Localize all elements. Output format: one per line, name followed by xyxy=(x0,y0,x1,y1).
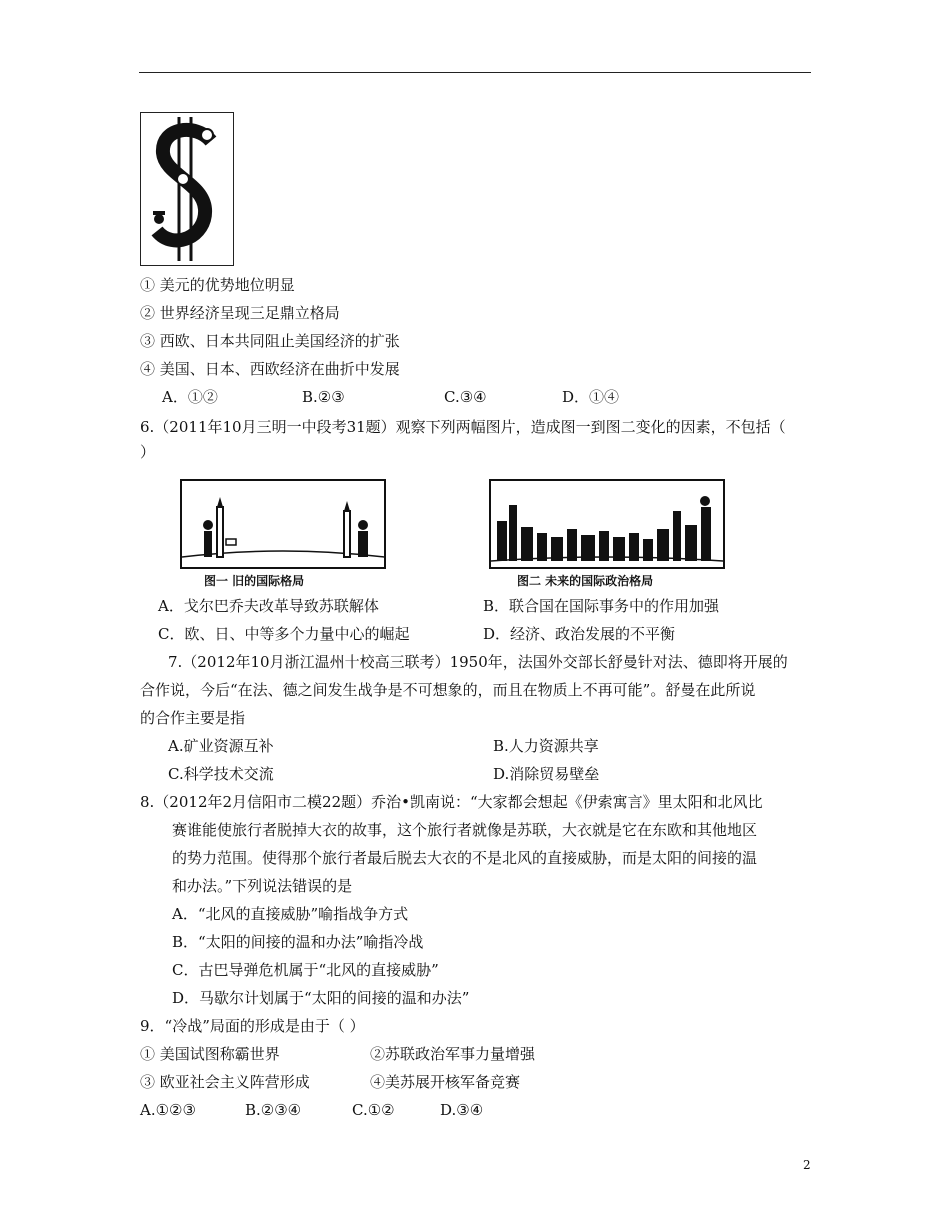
q8-option-b: B．“太阳的间接的温和办法”喻指冷战 xyxy=(172,933,424,951)
q9-option-c: C.①② xyxy=(352,1101,395,1119)
q5-option-c: C.③④ xyxy=(444,388,487,406)
q8-option-c: C．古巴导弹危机属于“北风的直接威胁” xyxy=(172,961,439,979)
q8-stem-line3: 的势力范围。使得那个旅行者最后脱去大衣的不是北风的直接威胁，而是太阳的间接的温 xyxy=(172,849,758,867)
q6-stem-line1: 6.（2011年10月三明一中段考31题）观察下列两幅图片，造成图一到图二变化的因素，不包括（ xyxy=(140,418,786,436)
figure-2-image xyxy=(489,479,725,569)
q6-option-d: D．经济、政治发展的不平衡 xyxy=(483,625,676,643)
q5-option-d: D．①④ xyxy=(562,388,620,406)
q5-option-b: B.②③ xyxy=(302,388,345,406)
q7-option-a: A.矿业资源互补 xyxy=(168,737,274,755)
q6-option-a: A．戈尔巴乔夫改革导致苏联解体 xyxy=(158,597,379,615)
q6-option-b: B．联合国在国际事务中的作用加强 xyxy=(483,597,720,615)
q9-option-a: A.①②③ xyxy=(140,1101,196,1119)
q9-stem: 9．“冷战”局面的形成是由于（ ） xyxy=(140,1017,365,1035)
q7-option-d: D.消除贸易壁垒 xyxy=(493,765,600,783)
q7-option-c: C.科学技术交流 xyxy=(168,765,274,783)
q5-statement-1: ① 美元的优势地位明显 xyxy=(140,276,295,294)
q7-stem-line3: 的合作主要是指 xyxy=(140,709,246,727)
q7-option-b: B.人力资源共享 xyxy=(493,737,599,755)
q9-statement-3: ③ 欧亚社会主义阵营形成 xyxy=(140,1073,310,1091)
q5-statement-4: ④ 美国、日本、西欧经济在曲折中发展 xyxy=(140,360,400,378)
q6-option-c: C．欧、日、中等多个力量中心的崛起 xyxy=(158,625,410,643)
dollar-cartoon-image xyxy=(140,112,234,266)
q5-statement-3: ③ 西欧、日本共同阻止美国经济的扩张 xyxy=(140,332,400,350)
q9-option-d: D.③④ xyxy=(440,1101,484,1119)
q8-stem-line1: 8.（2012年2月信阳市二模22题）乔治•凯南说：“大家都会想起《伊索寓言》里太阳和北风比 xyxy=(140,793,763,811)
q9-statement-2: ②苏联政治军事力量增强 xyxy=(370,1045,536,1063)
q7-stem-line2: 合作说，今后“在法、德之间发生战争是不可想象的，而且在物质上不再可能”。舒曼在此所说 xyxy=(140,681,756,699)
q8-stem-line2: 赛谁能使旅行者脱掉大衣的故事，这个旅行者就像是苏联，大衣就是它在东欧和其他地区 xyxy=(172,821,758,839)
figure-2-caption: 图二 未来的国际政治格局 xyxy=(517,574,654,588)
q8-option-d: D．马歇尔计划属于“太阳的间接的温和办法” xyxy=(172,989,470,1007)
figure-1-caption: 图一 旧的国际格局 xyxy=(204,574,305,588)
q8-option-a: A．“北风的直接威胁”喻指战争方式 xyxy=(172,905,409,923)
q8-stem-line4: 和办法。”下列说法错误的是 xyxy=(172,877,353,895)
q9-option-b: B.②③④ xyxy=(245,1101,302,1119)
q6-stem-line2: ） xyxy=(140,443,156,461)
q9-statement-1: ① 美国试图称霸世界 xyxy=(140,1045,280,1063)
q5-option-a: A．①② xyxy=(162,388,218,406)
page-number: 2 xyxy=(803,1158,811,1172)
q9-statement-4: ④美苏展开核军备竞赛 xyxy=(370,1073,521,1091)
q7-stem-line1: 7.（2012年10月浙江温州十校高三联考）1950年，法国外交部长舒曼针对法、德即将开展的 xyxy=(168,653,788,671)
figure-1-image xyxy=(180,479,386,569)
q5-statement-2: ② 世界经济呈现三足鼎立格局 xyxy=(140,304,340,322)
header-rule xyxy=(139,72,811,73)
